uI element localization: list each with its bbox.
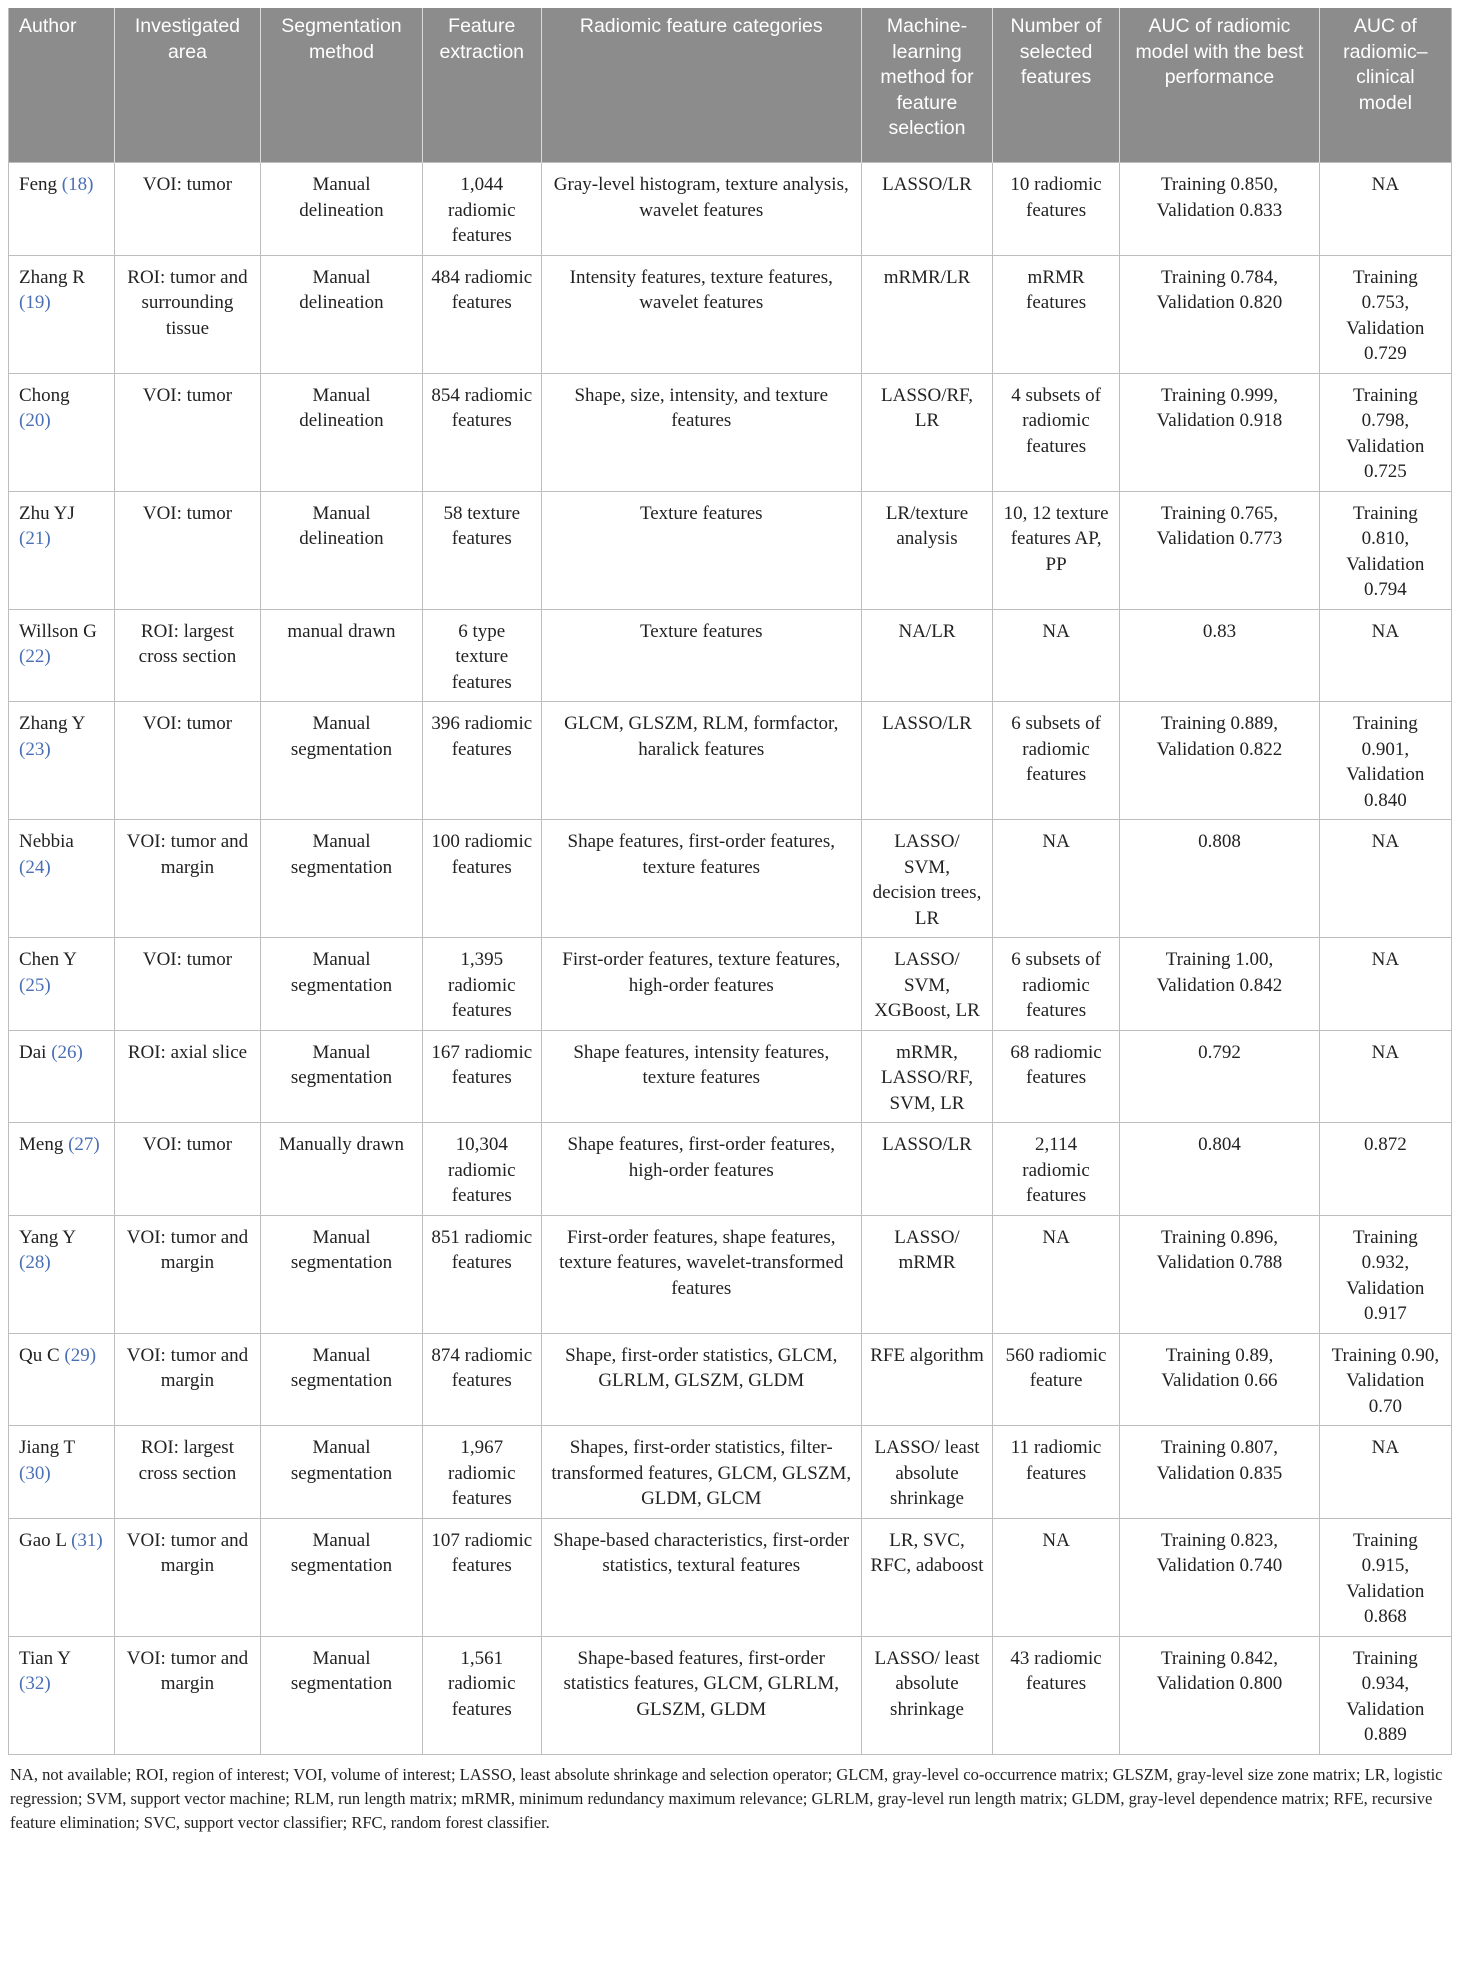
header-segmentation-method: Segmentation method [260,8,422,163]
reference-link[interactable]: (26) [51,1041,83,1063]
table-row [9,1518,1452,1636]
author-name: Gao L [19,1529,67,1551]
author-cell [9,163,115,256]
area-cell: ROI: largest cross section [115,609,261,702]
author-cell [9,1518,115,1636]
auc-clinical-cell: Training 0.932, Validation 0.917 [1319,1215,1451,1333]
ml-method-cell: LASSO/LR [862,163,993,256]
table-header-row [9,8,1452,163]
extraction-cell: 1,395 radiomic features [423,938,541,1031]
auc-clinical-cell: Training 0.934, Validation 0.889 [1319,1636,1451,1754]
table-row [9,1123,1452,1216]
auc-radiomic-cell: Training 0.765, Validation 0.773 [1120,491,1320,609]
reference-link[interactable]: (21) [19,528,51,549]
auc-radiomic-cell: 0.83 [1120,609,1320,702]
table-row [9,1030,1452,1123]
author-cell [9,1215,115,1333]
header-investigated-area: Investigated area [115,8,261,163]
segmentation-cell: Manual delineation [260,491,422,609]
author-name: Meng [19,1134,64,1155]
author-cell [9,1636,115,1754]
author-name: Zhu YJ [19,502,75,524]
categories-cell: Shape features, first-order features, high-order features [541,1123,862,1216]
categories-cell: Shape, size, intensity, and texture features [541,373,862,491]
selected-features-cell: 6 subsets of radiomic features [992,702,1119,820]
author-cell [9,1123,115,1216]
categories-cell: Shape-based features, first-order statistics features, GLCM, GLRLM, GLSZM, GLDM [541,1636,862,1754]
ml-method-cell: mRMR/LR [862,255,993,373]
reference-link[interactable]: (24) [19,856,51,878]
segmentation-cell: Manual segmentation [260,820,422,938]
area-cell: ROI: largest cross section [115,1426,261,1519]
area-cell: VOI: tumor and margin [115,1636,261,1754]
ml-method-cell: LR, SVC, RFC, adaboost [862,1518,993,1636]
selected-features-cell: NA [992,820,1119,938]
segmentation-cell: Manually drawn [260,1123,422,1216]
auc-clinical-cell: Training 0.810, Validation 0.794 [1319,491,1451,609]
categories-cell: First-order features, shape features, texture features, wavelet-transformed features [541,1215,862,1333]
segmentation-cell: Manual segmentation [260,1426,422,1519]
categories-cell: Shape-based characteristics, first-order statistics, textural features [541,1518,862,1636]
reference-link[interactable]: (25) [19,974,51,996]
header-auc-clinical: AUC of radiomic–clinical model [1319,8,1451,163]
author-cell [9,820,115,938]
segmentation-cell: Manual segmentation [260,1636,422,1754]
auc-radiomic-cell: Training 0.999, Validation 0.918 [1120,373,1320,491]
author-name: Yang Y [19,1226,76,1248]
extraction-cell: 484 radiomic features [423,255,541,373]
table-row [9,1636,1452,1754]
header-ml-method: Machine-learning method for feature selection [862,8,993,163]
auc-radiomic-cell: 0.792 [1120,1030,1320,1123]
area-cell: VOI: tumor [115,373,261,491]
reference-link[interactable]: (28) [19,1252,51,1273]
reference-link[interactable]: (30) [19,1462,51,1484]
selected-features-cell: 4 subsets of radiomic features [992,373,1119,491]
reference-link[interactable]: (29) [64,1344,97,1366]
auc-clinical-cell: Training 0.90, Validation 0.70 [1319,1333,1451,1426]
area-cell: VOI: tumor [115,702,261,820]
table-container [8,8,1452,1835]
table-row [9,938,1452,1031]
ml-method-cell: mRMR, LASSO/RF, SVM, LR [862,1030,993,1123]
author-name: Zhang Y [19,713,85,734]
extraction-cell: 58 texture features [423,491,541,609]
ml-method-cell: LASSO/LR [862,1123,993,1216]
selected-features-cell: 10, 12 texture features AP, PP [992,491,1119,609]
segmentation-cell: Manual delineation [260,163,422,256]
categories-cell: Shape features, intensity features, texture features [541,1030,862,1123]
segmentation-cell: Manual segmentation [260,1333,422,1426]
categories-cell: Shape features, first-order features, texture features [541,820,862,938]
reference-link[interactable]: (22) [19,646,51,667]
ml-method-cell: LASSO/RF, LR [862,373,993,491]
auc-clinical-cell: NA [1319,163,1451,256]
selected-features-cell: NA [992,609,1119,702]
author-name: Zhang R [19,266,85,288]
categories-cell: Gray-level histogram, texture analysis, wavelet features [541,163,862,256]
author-cell [9,938,115,1031]
header-feature-extraction: Feature extraction [423,8,541,163]
selected-features-cell: mRMR features [992,255,1119,373]
extraction-cell: 1,967 radiomic features [423,1426,541,1519]
table-row [9,1215,1452,1333]
auc-clinical-cell: NA [1319,1030,1451,1123]
area-cell: VOI: tumor and margin [115,820,261,938]
auc-clinical-cell: NA [1319,820,1451,938]
author-name: Jiang T [19,1437,75,1458]
segmentation-cell: Manual segmentation [260,938,422,1031]
extraction-cell: 854 radiomic features [423,373,541,491]
reference-link[interactable]: (23) [19,738,51,760]
ml-method-cell: RFE algorithm [862,1333,993,1426]
table-row [9,820,1452,938]
ml-method-cell: LASSO/ mRMR [862,1215,993,1333]
author-name: Tian Y [19,1647,71,1669]
ml-method-cell: LASSO/ least absolute shrinkage [862,1426,993,1519]
reference-link[interactable]: (27) [68,1134,100,1155]
reference-link[interactable]: (32) [19,1673,51,1694]
segmentation-cell: Manual segmentation [260,702,422,820]
area-cell: VOI: tumor and margin [115,1333,261,1426]
author-name: Chen Y [19,949,77,970]
table-row [9,373,1452,491]
ml-method-cell: LASSO/ SVM, decision trees, LR [862,820,993,938]
selected-features-cell: 11 radiomic features [992,1426,1119,1519]
author-cell [9,1030,115,1123]
extraction-cell: 874 radiomic features [423,1333,541,1426]
segmentation-cell: Manual delineation [260,255,422,373]
auc-radiomic-cell: 0.804 [1120,1123,1320,1216]
categories-cell: Texture features [541,609,862,702]
auc-radiomic-cell: Training 0.784, Validation 0.820 [1120,255,1320,373]
auc-radiomic-cell: Training 0.823, Validation 0.740 [1120,1518,1320,1636]
author-name: Dai [19,1041,47,1063]
author-name: Willson G [19,620,97,642]
categories-cell: Shapes, first-order statistics, filter-transformed features, GLCM, GLSZM, GLDM, GLCM [541,1426,862,1519]
table-row [9,1426,1452,1519]
area-cell: VOI: tumor and margin [115,1215,261,1333]
author-cell [9,255,115,373]
author-name: Nebbia [19,831,74,852]
selected-features-cell: NA [992,1215,1119,1333]
extraction-cell: 851 radiomic features [423,1215,541,1333]
auc-radiomic-cell: Training 0.889, Validation 0.822 [1120,702,1320,820]
extraction-cell: 396 radiomic features [423,702,541,820]
auc-clinical-cell: Training 0.753, Validation 0.729 [1319,255,1451,373]
auc-clinical-cell: 0.872 [1319,1123,1451,1216]
selected-features-cell: 43 radiomic features [992,1636,1119,1754]
table-footnote: NA, not available; ROI, region of interest; VOI, volume of interest; LASSO, least absolute shrinkage and selection operator; GLCM, gray-level co-occurrence matrix; GLSZM, gray-level size zone matrix; LR, logistic regression; SVM, support vector machine; RLM, run length matrix; mRMR, minimum redundancy maximum relevance; GLRLM, gray-level run length matrix; GLDM, gray-level dependence matrix; RFE, recursive feature elimination; SVC, support vector classifier; RFC, random forest classifier. [10,1764,1443,1832]
segmentation-cell: Manual segmentation [260,1518,422,1636]
categories-cell: GLCM, GLSZM, RLM, formfactor, haralick features [541,702,862,820]
table-row [9,255,1452,373]
auc-clinical-cell: NA [1319,1426,1451,1519]
segmentation-cell: Manual segmentation [260,1215,422,1333]
selected-features-cell: 68 radiomic features [992,1030,1119,1123]
author-name: Qu C [19,1344,60,1366]
extraction-cell: 6 type texture features [423,609,541,702]
table-row [9,1333,1452,1426]
extraction-cell: 1,561 radiomic features [423,1636,541,1754]
header-feature-categories: Radiomic feature categories [541,8,862,163]
area-cell: VOI: tumor and margin [115,1518,261,1636]
author-cell [9,609,115,702]
radiomics-studies-table [8,8,1452,1755]
auc-clinical-cell: NA [1319,609,1451,702]
segmentation-cell: manual drawn [260,609,422,702]
area-cell: ROI: tumor and surrounding tissue [115,255,261,373]
selected-features-cell: 10 radiomic features [992,163,1119,256]
extraction-cell: 100 radiomic features [423,820,541,938]
segmentation-cell: Manual segmentation [260,1030,422,1123]
header-selected-features: Number of selected features [992,8,1119,163]
area-cell: VOI: tumor [115,1123,261,1216]
extraction-cell: 1,044 radiomic features [423,163,541,256]
ml-method-cell: LASSO/ least absolute shrinkage [862,1636,993,1754]
header-author: Author [9,8,115,163]
auc-clinical-cell: Training 0.901, Validation 0.840 [1319,702,1451,820]
table-row [9,163,1452,256]
extraction-cell: 167 radiomic features [423,1030,541,1123]
reference-link[interactable]: (18) [61,174,94,195]
selected-features-cell: 2,114 radiomic features [992,1123,1119,1216]
area-cell: VOI: tumor [115,491,261,609]
categories-cell: First-order features, texture features, high-order features [541,938,862,1031]
segmentation-cell: Manual delineation [260,373,422,491]
reference-link[interactable]: (20) [19,410,51,431]
auc-clinical-cell: NA [1319,938,1451,1031]
table-row [9,491,1452,609]
auc-radiomic-cell: Training 0.850, Validation 0.833 [1120,163,1320,256]
ml-method-cell: LR/texture analysis [862,491,993,609]
selected-features-cell: 560 radiomic feature [992,1333,1119,1426]
author-cell [9,702,115,820]
table-row [9,702,1452,820]
categories-cell: Intensity features, texture features, wavelet features [541,255,862,373]
area-cell: VOI: tumor [115,163,261,256]
auc-radiomic-cell: Training 0.896, Validation 0.788 [1120,1215,1320,1333]
table-body [9,163,1452,1755]
author-cell [9,1333,115,1426]
auc-radiomic-cell: 0.808 [1120,820,1320,938]
reference-link[interactable]: (19) [19,292,51,313]
author-cell [9,373,115,491]
auc-radiomic-cell: Training 0.842, Validation 0.800 [1120,1636,1320,1754]
area-cell: VOI: tumor [115,938,261,1031]
ml-method-cell: NA/LR [862,609,993,702]
area-cell: ROI: axial slice [115,1030,261,1123]
selected-features-cell: NA [992,1518,1119,1636]
author-name: Chong [19,384,70,406]
auc-radiomic-cell: Training 0.89, Validation 0.66 [1120,1333,1320,1426]
reference-link[interactable]: (31) [71,1529,103,1551]
auc-radiomic-cell: Training 0.807, Validation 0.835 [1120,1426,1320,1519]
ml-method-cell: LASSO/LR [862,702,993,820]
categories-cell: Texture features [541,491,862,609]
categories-cell: Shape, first-order statistics, GLCM, GLRLM, GLSZM, GLDM [541,1333,862,1426]
header-auc-radiomic: AUC of radiomic model with the best performance [1120,8,1320,163]
auc-clinical-cell: Training 0.798, Validation 0.725 [1319,373,1451,491]
auc-clinical-cell: Training 0.915, Validation 0.868 [1319,1518,1451,1636]
extraction-cell: 10,304 radiomic features [423,1123,541,1216]
ml-method-cell: LASSO/ SVM, XGBoost, LR [862,938,993,1031]
table-row [9,609,1452,702]
selected-features-cell: 6 subsets of radiomic features [992,938,1119,1031]
auc-radiomic-cell: Training 1.00, Validation 0.842 [1120,938,1320,1031]
extraction-cell: 107 radiomic features [423,1518,541,1636]
author-name: Feng [19,174,57,195]
author-cell [9,491,115,609]
author-cell [9,1426,115,1519]
